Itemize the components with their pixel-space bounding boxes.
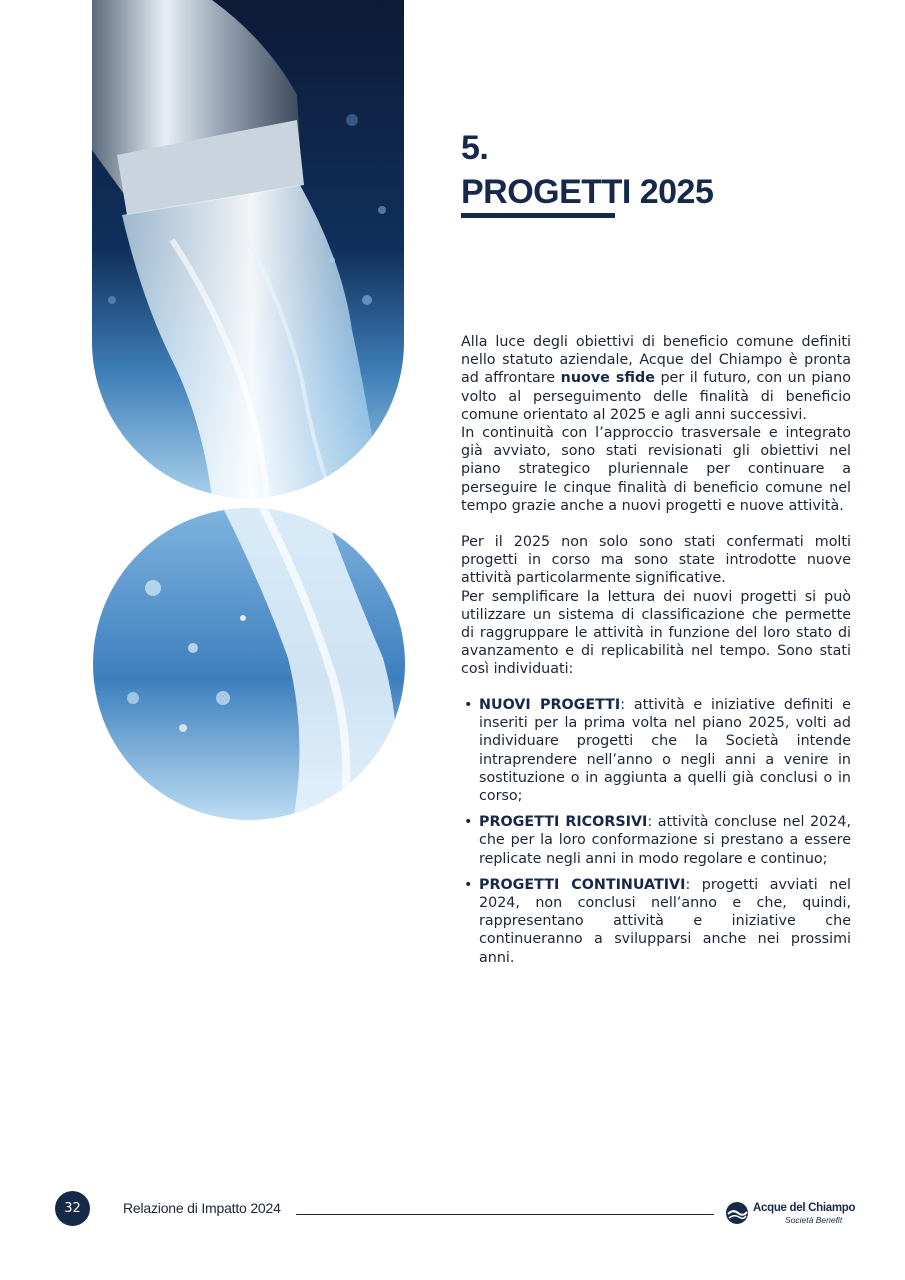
intro-paragraph: [461, 333, 851, 515]
logo-wave-icon: [725, 1201, 749, 1225]
list-item: [461, 813, 851, 868]
section-heading: [461, 126, 713, 214]
page-number-badge: 32: [55, 1191, 90, 1226]
list-item-term: NUOVI PROGETTI: [479, 697, 621, 713]
list-item: [461, 696, 851, 805]
list-item-text: : progetti avviati nel 2024, non conclusi nell’anno e che, quindi, rappresentano attività e iniziative che continueranno a svilupparsi anche nei prossimi anni.: [479, 876, 852, 966]
list-item-term: PROGETTI CONTINUATIVI: [479, 876, 686, 893]
report-title: Relazione di Impatto 2024: [123, 1200, 281, 1216]
water-faucet-image: [92, 0, 404, 498]
intro-continuation: In continuità con l’approccio trasversale e integrato già avviato, sono stati revisionati gli obiettivi nel piano strategico pluriennale per continuare a perseguire le cinque finalità di beneficio comune nel tempo grazie anche a nuovi progetti e nuove attività.: [461, 425, 851, 514]
list-item: [461, 876, 851, 967]
intro-text-after: per il futuro, con un piano volto al perseguimento delle finalità di beneficio comune orientato al 2025 e agli anni successivi.: [461, 370, 851, 423]
section-title: PROGETTI 2025: [461, 173, 714, 211]
logo-subtitle: Società Benefit: [785, 1215, 843, 1225]
footer-divider: [296, 1214, 714, 1215]
highlight-nuove-sfide: nuove sfide: [560, 370, 655, 387]
section-number: 5.: [461, 129, 489, 167]
company-logo: [725, 1200, 860, 1228]
classification-first: Per il 2025 non solo sono stati confermati molti progetti in corso ma sono state introdotte nuove attività particolarmente significative.: [461, 534, 851, 587]
water-splash-image: [93, 508, 405, 820]
intro-text-before: Alla luce degli obiettivi di beneficio comune definiti nello statuto aziendale, Acque del Chiampo è pronta ad affrontare: [461, 334, 851, 387]
list-item-text: : attività concluse nel 2024, che per la loro conformazione si prestano a essere replicate negli anni in modo regolare e continuo;: [479, 814, 851, 867]
classification-second: Per semplificare la lettura dei nuovi progetti si può utilizzare un sistema di classificazione che permette di raggruppare le attività in funzione del loro stato di avanzamento e di replicabilità nel tempo. Sono stati così individuati:: [461, 588, 851, 678]
list-item-text: : attività e iniziative definiti e inseriti per la prima volta nel piano 2025, volti ad individuare progetti che la Società intende intraprendere nell’anno o negli anni a venire in sostituzione o in aggiunta a quelli già conclusi o in corso;: [479, 697, 851, 805]
list-item-term: PROGETTI RICORSIVI: [479, 814, 648, 831]
heading-underline: [461, 213, 615, 218]
project-category-list: [461, 696, 851, 975]
classification-paragraph: [461, 533, 851, 679]
logo-name: Acque del Chiampo: [753, 1202, 856, 1214]
